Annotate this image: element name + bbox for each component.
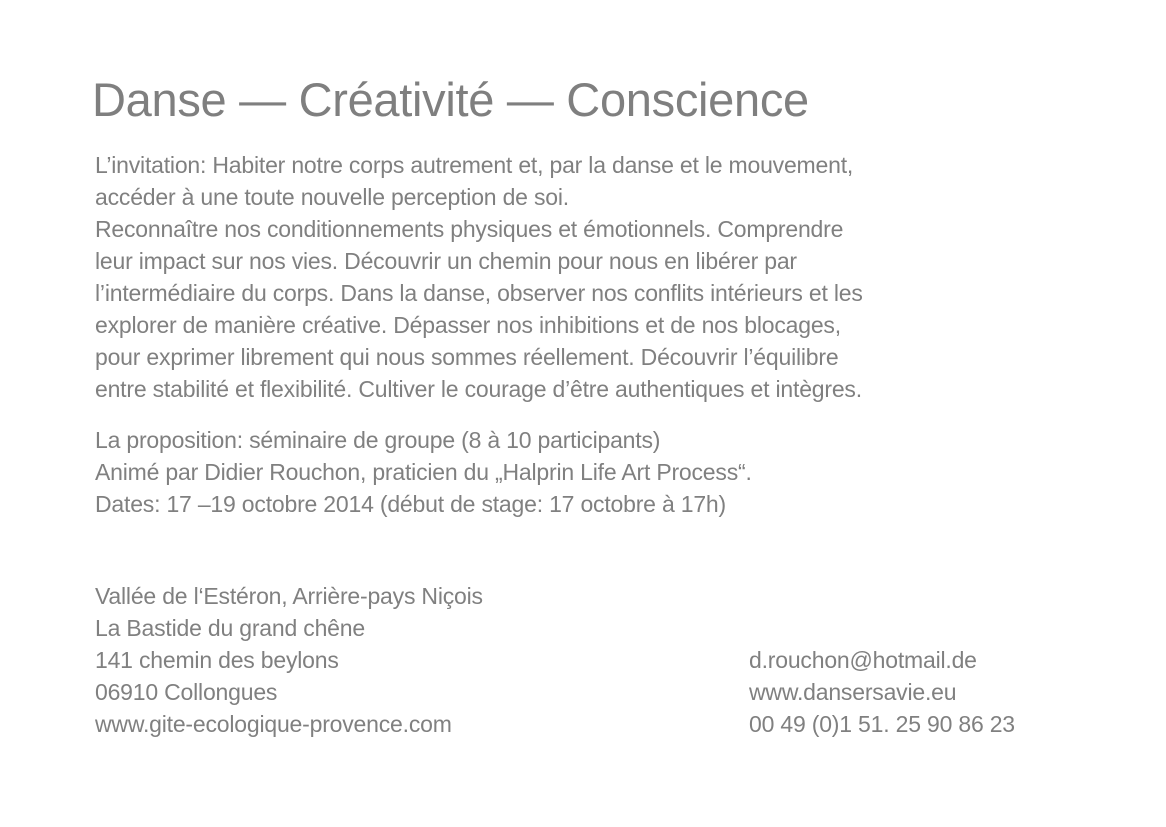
address-line: 141 chemin des beylons [95, 647, 339, 673]
invitation-line: accéder à une toute nouvelle perception de soi. [95, 184, 569, 210]
invitation-line: Reconnaître nos conditionnements physiques et émotionnels. Comprendre [95, 216, 844, 242]
invitation-line: pour exprimer librement qui nous sommes réellement. Découvrir l’équilibre [95, 344, 839, 370]
contact-info [749, 644, 1129, 740]
email-link[interactable]: d.rouchon@hotmail.de [749, 647, 977, 673]
venue-address [95, 580, 655, 740]
website-link[interactable]: www.dansersavie.eu [749, 679, 957, 705]
proposal-line: La proposition: séminaire de groupe (8 à 10 participants) [95, 427, 661, 453]
address-line: Vallée de l‘Estéron, Arrière-pays Niçois [95, 583, 483, 609]
page-title: Danse — Créativité — Conscience [92, 73, 809, 126]
invitation-line: l’intermédiaire du corps. Dans la danse, observer nos conflits intérieurs et les [95, 280, 863, 306]
address-line: 06910 Collongues [95, 679, 278, 705]
proposal-line: Animé par Didier Rouchon, praticien du „Halprin Life Art Process“. [95, 459, 752, 485]
proposal-paragraph [95, 424, 1095, 520]
invitation-line: explorer de manière créative. Dépasser nos inhibitions et de nos blocages, [95, 312, 841, 338]
invitation-line: entre stabilité et flexibilité. Cultiver le courage d’être authentiques et intègres. [95, 376, 862, 402]
address-line: La Bastide du grand chêne [95, 615, 365, 641]
proposal-dates: Dates: 17 –19 octobre 2014 (début de stage: 17 octobre à 17h) [95, 491, 726, 517]
invitation-line: L’invitation: Habiter notre corps autrement et, par la danse et le mouvement, [95, 152, 854, 178]
phone-number: 00 49 (0)1 51. 25 90 86 23 [749, 711, 1015, 737]
venue-website-link[interactable]: www.gite-ecologique-provence.com [95, 711, 452, 737]
invitation-line: leur impact sur nos vies. Découvrir un chemin pour nous en libérer par [95, 248, 797, 274]
invitation-paragraph [95, 149, 1095, 405]
